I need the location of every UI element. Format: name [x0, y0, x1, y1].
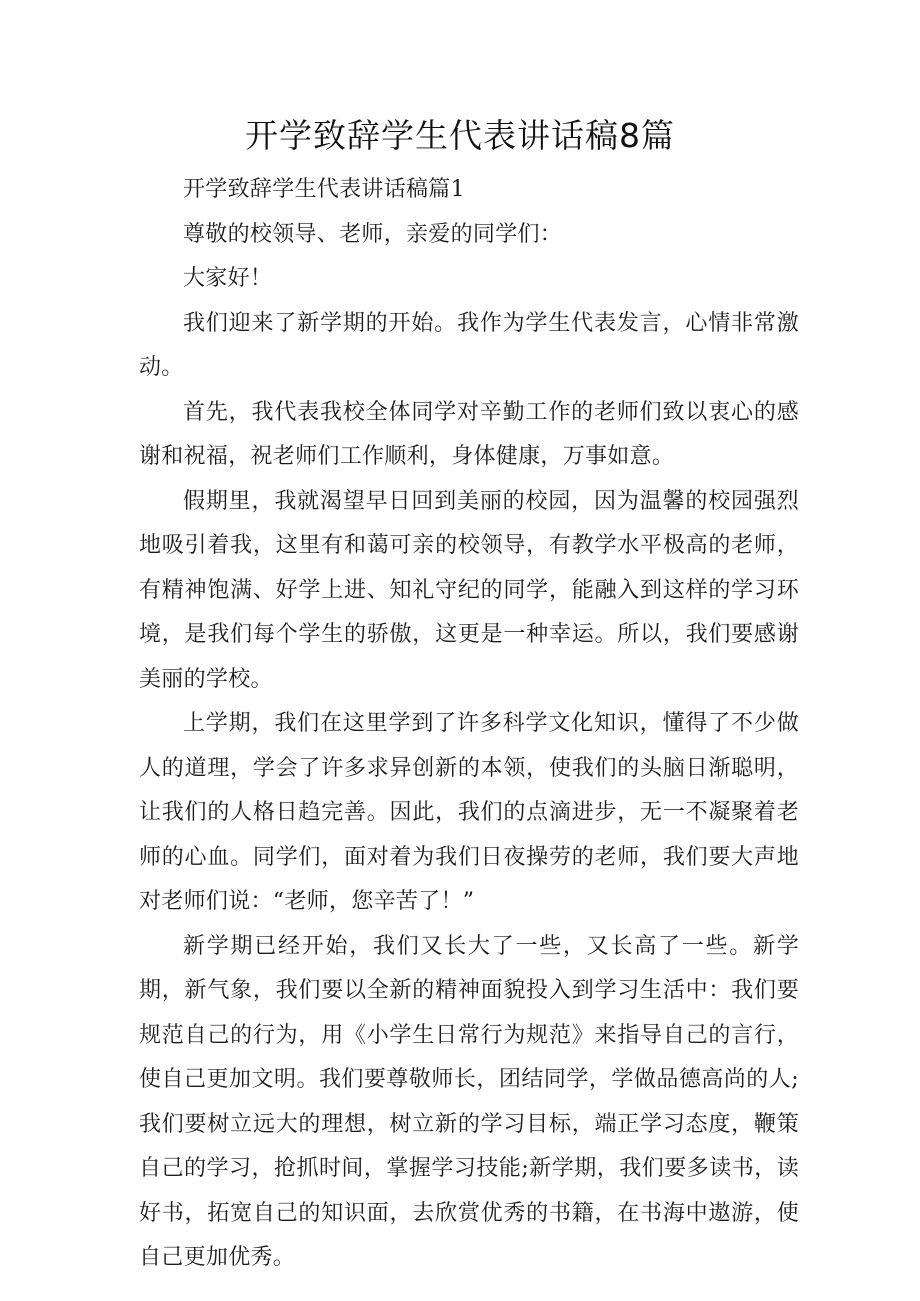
body-paragraph: 首先，我代表我校全体同学对辛勤工作的老师们致以衷心的感谢和祝福，祝老师们工作顺利，身体健康，万事如意。: [139, 399, 799, 469]
document-title: 开学致辞学生代表讲话稿8篇: [245, 116, 675, 155]
greeting: 大家好！: [183, 266, 273, 291]
body-paragraph: 上学期，我们在这里学到了许多科学文化知识，懂得了不少做人的道理，学会了许多求异创新的本领，使我们的头脑日渐聪明，让我们的人格日趋完善。因此，我们的点滴进步，无一不凝聚着老师的心血。同学们，面对着为我们日夜操劳的老师，我们要大声地对老师们说：“老师，您辛苦了！”: [139, 711, 799, 914]
document-body: [139, 168, 799, 1281]
section-heading: 开学致辞学生代表讲话稿篇1: [183, 177, 465, 202]
body-paragraph: 假期里，我就渴望早日回到美丽的校园，因为温馨的校园强烈地吸引着我，这里有和蔼可亲的校领导，有教学水平极高的老师，有精神饱满、好学上进、知礼守纪的同学，能融入到这样的学习环境，是我们每个学生的骄傲，这更是一种幸运。所以，我们要感谢美丽的学校。: [139, 488, 799, 692]
salutation: 尊敬的校领导、老师，亲爱的同学们：: [183, 221, 563, 247]
body-paragraph: 新学期已经开始，我们又长大了一些，又长高了一些。新学期，新气象，我们要以全新的精神面貌投入到学习生活中：我们要规范自己的行为，用《小学生日常行为规范》来指导自己的言行，使自己更加文明。我们要尊敬师长，团结同学，学做品德高尚的人;我们要树立远大的理想，树立新的学习目标，端正学习态度，鞭策自己的学习，抢抓时间，掌握学习技能;新学期，我们要多读书，读好书，拓宽自己的知识面，去欣赏优秀的书籍，在书海中遨游，使自己更加优秀。: [139, 933, 799, 1270]
body-paragraph: 我们迎来了新学期的开始。我作为学生代表发言，心情非常激动。: [139, 310, 799, 380]
